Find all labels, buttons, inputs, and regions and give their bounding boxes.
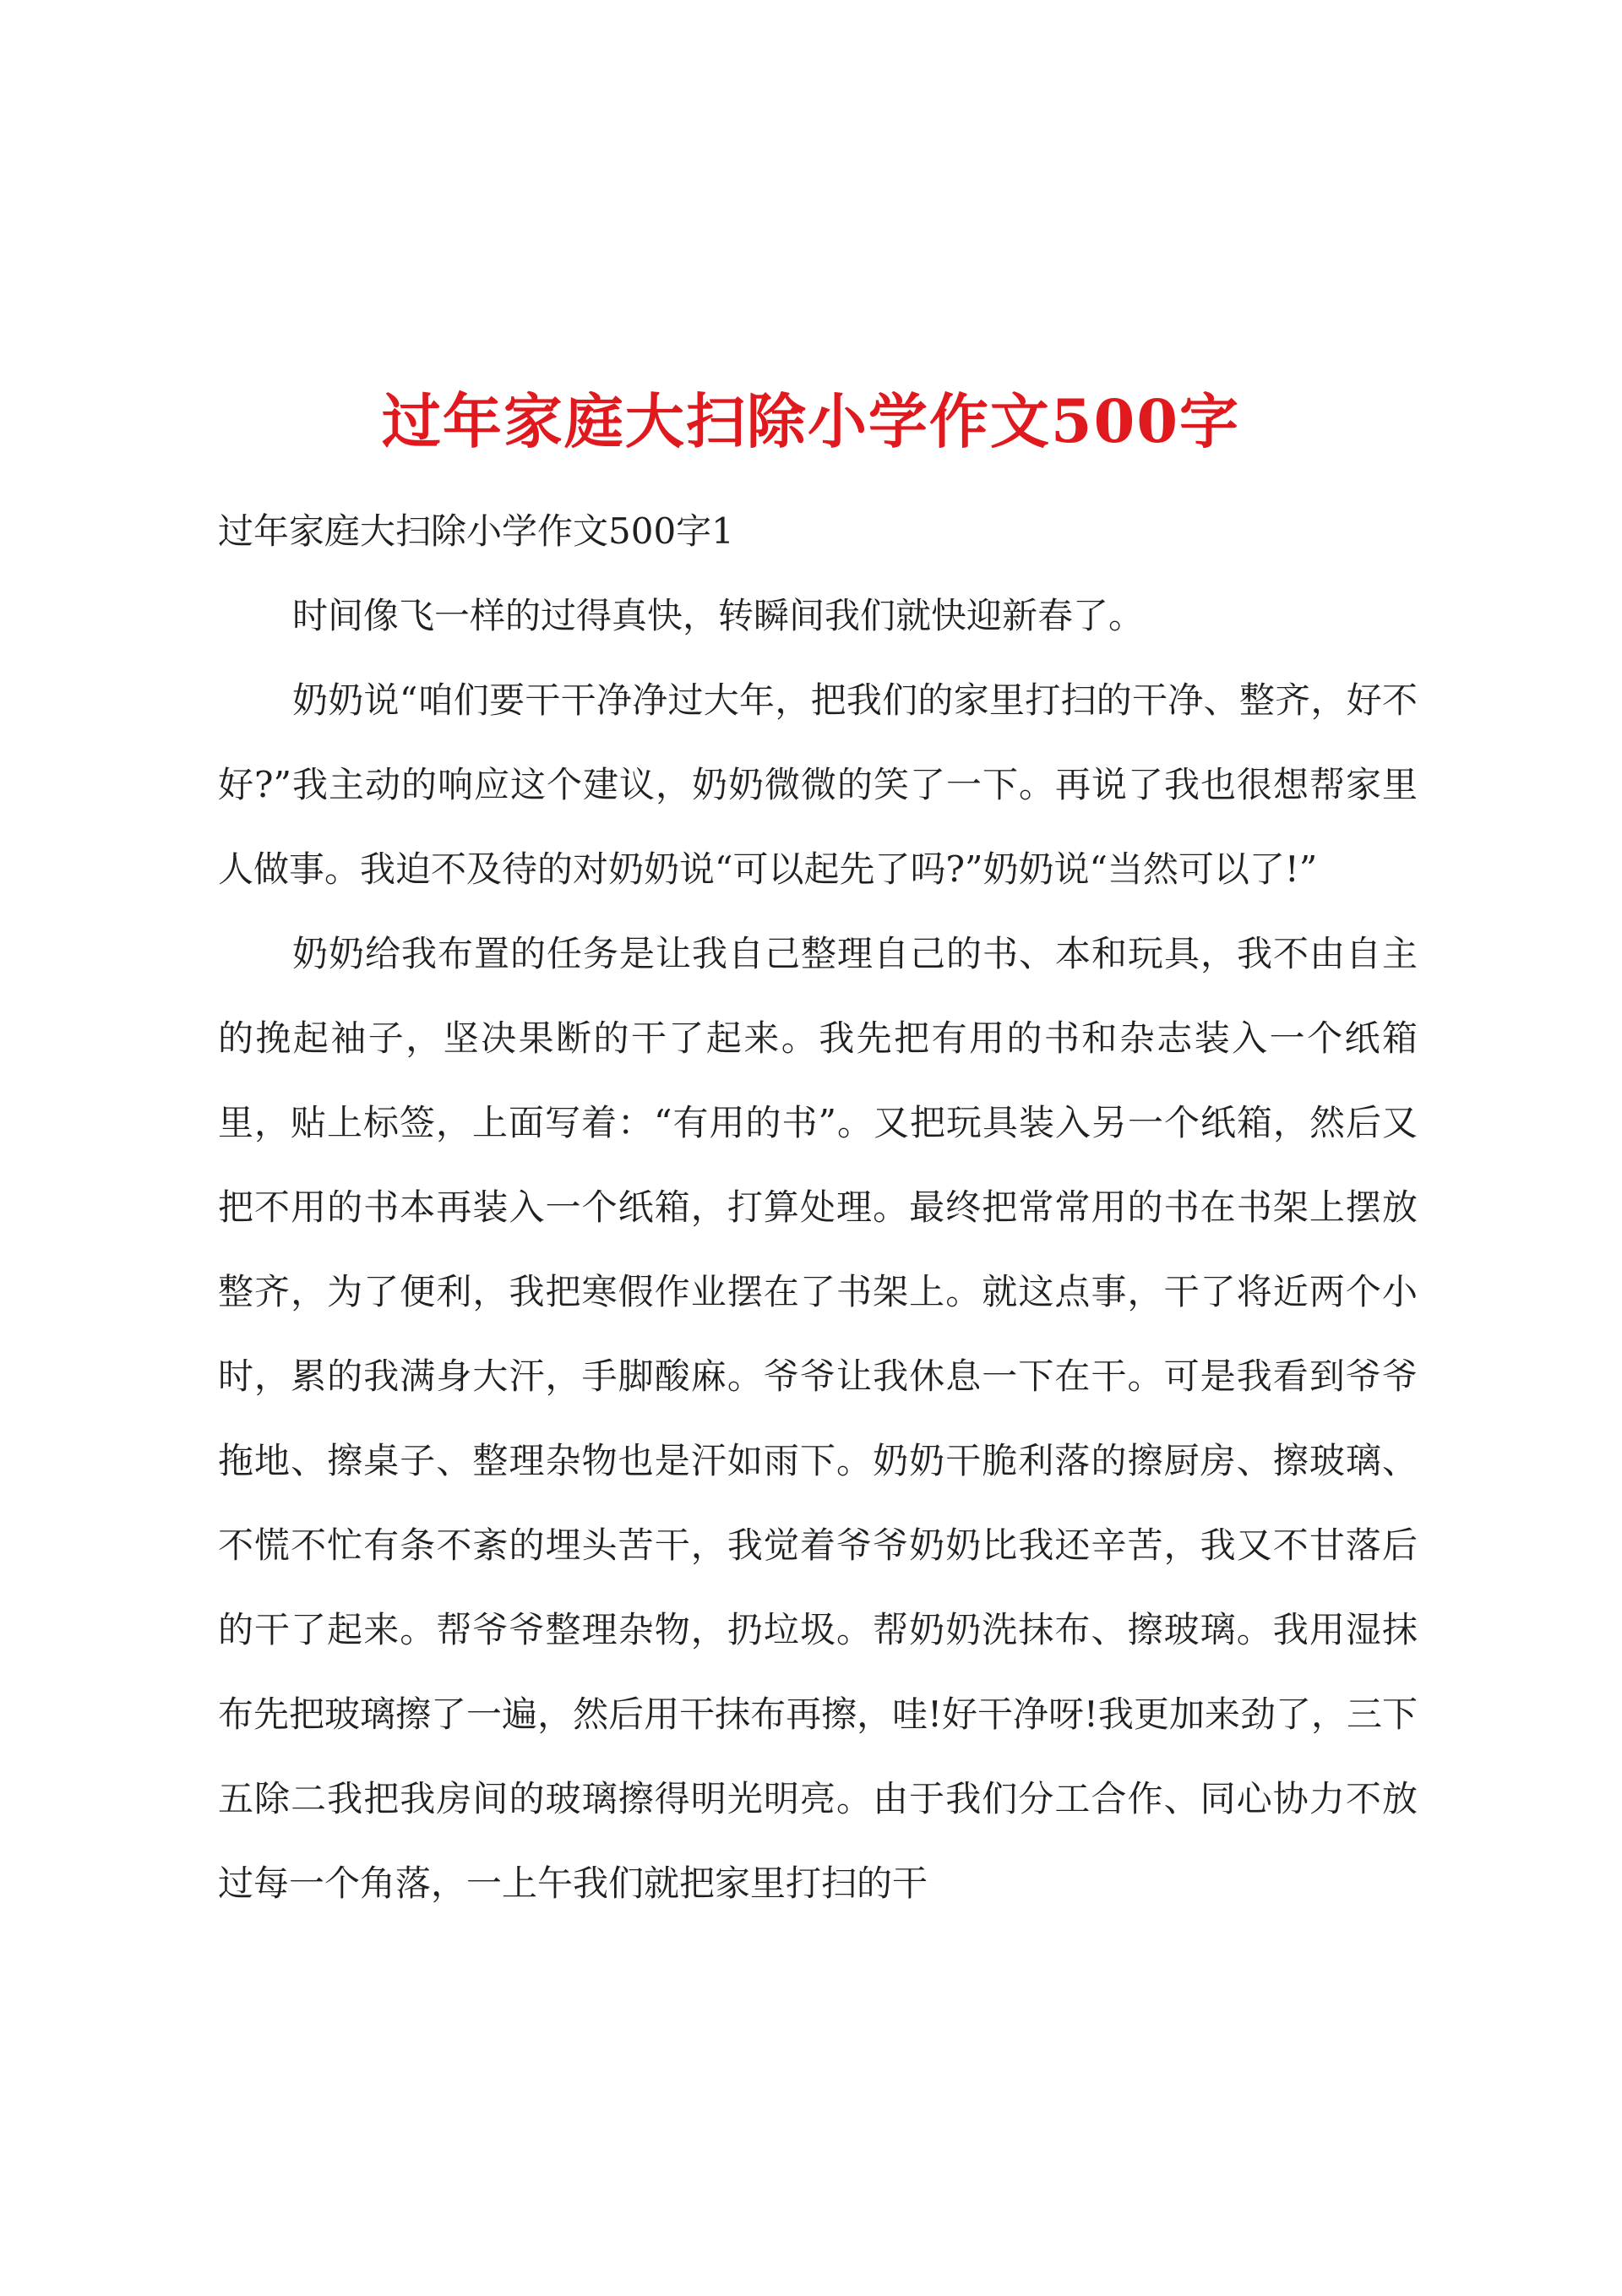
document-subtitle: 过年家庭大扫除小学作文500字1 [218,510,734,552]
paragraph-1: 时间像飞一样的过得真快，转瞬间我们就快迎新春了。 [292,595,1145,636]
paragraph-3: 奶奶给我布置的任务是让我自己整理自己的书、本和玩具，我不由自主的挽起袖子，坚决果断的干了起来。我先把有用的书和杂志装入一个纸箱里，贴上标签，上面写着：“有用的书”。又把玩具装入另一个纸箱，然后又把不用的书本再装入一个纸箱，打算处理。最终把常常用的书在书架上摆放整齐，为了便利，我把寒假作业摆在了书架上。就这点事，干了将近两个小时，累的我满身大汗，手脚酸麻。爷爷让我休息一下在干。可是我看到爷爷拖地、擦桌子、整理杂物也是汗如雨下。奶奶干脆利落的擦厨房、擦玻璃、不慌不忙有条不紊的埋头苦干，我觉着爷爷奶奶比我还辛苦，我又不甘落后的干了起来。帮爷爷整理杂物，扔垃圾。帮奶奶洗抹布、擦玻璃。我用湿抹布先把玻璃擦了一遍，然后用干抹布再擦，哇!好干净呀!我更加来劲了，三下五除二我把我房间的玻璃擦得明光明亮。由于我们分工合作、同心协力不放过每一个角落，一上午我们就把家里打扫的干 [218,933,1418,1904]
document-body [218,489,1418,1926]
paragraph-2: 奶奶说“咱们要干干净净过大年，把我们的家里打扫的干净、整齐，好不好?”我主动的响应这个建议，奶奶微微的笑了一下。再说了我也很想帮家里人做事。我迫不及待的对奶奶说“可以起先了吗?”奶奶说“当然可以了!” [218,679,1418,890]
document-title: 过年家庭大扫除小学作文500字 [381,385,1241,456]
